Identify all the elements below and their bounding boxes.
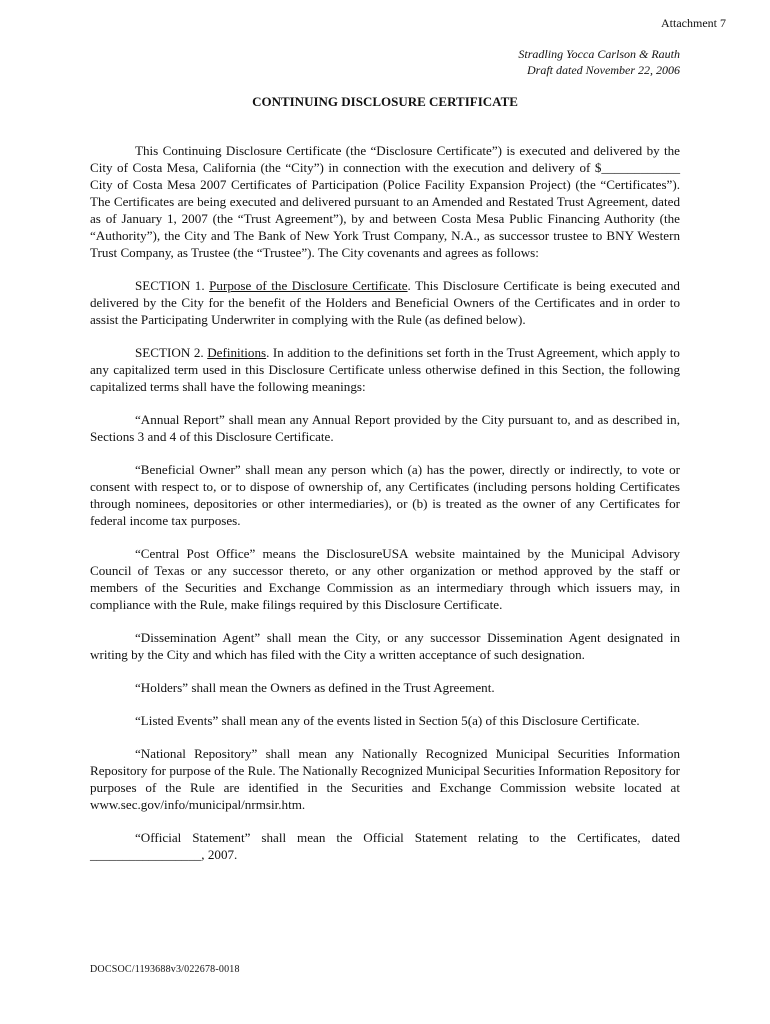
definition-beneficial-owner: “Beneficial Owner” shall mean any person which (a) has the power, directly or indirectly, to vote or consent with respect to, or to dispose of ownership of, any Certificates (including persons holding Certificates through nominees, depositories or other intermediaries), or (b) is treated as the owner of any Certificates for federal income tax purposes. — [90, 462, 680, 528]
definition-holders: “Holders” shall mean the Owners as defined in the Trust Agreement. — [135, 680, 495, 695]
definition-official-statement: “Official Statement” shall mean the Official Statement relating to the Certificates, dated _________________, 2007. — [90, 830, 680, 862]
document-body — [90, 142, 680, 879]
document-footer-id: DOCSOC/1193688v3/022678-0018 — [90, 964, 240, 975]
section-1-label: SECTION 1. — [135, 278, 205, 293]
definition-listed-events: “Listed Events” shall mean any of the events listed in Section 5(a) of this Disclosure Certificate. — [135, 713, 640, 728]
definition-central-post-office: “Central Post Office” means the DisclosureUSA website maintained by the Municipal Advisory Council of Texas or any successor thereto, or any other organization or method approved by the staff or members of the Securities and Exchange Commission as an intermediary through which issuers may, in compliance with the Rule, make filings required by this Disclosure Certificate. — [90, 546, 680, 612]
section-2-paragraph — [90, 344, 680, 395]
firm-name: Stradling Yocca Carlson & Rauth — [518, 47, 680, 61]
draft-date: Draft dated November 22, 2006 — [527, 63, 680, 77]
draft-notice — [518, 46, 680, 78]
definition-annual-report: “Annual Report” shall mean any Annual Report provided by the City pursuant to, and as described in, Sections 3 and 4 of this Disclosure Certificate. — [90, 412, 680, 444]
section-2-heading: Definitions — [207, 345, 267, 360]
section-2-text: . In addition to the definitions set forth in the Trust Agreement, which apply to any capitalized term used in this Disclosure Certificate unless otherwise defined in this Section, the following capitalized terms shall have the following meanings: — [90, 345, 680, 394]
section-1-heading: Purpose of the Disclosure Certificate — [209, 278, 408, 293]
definition-national-repository: “National Repository” shall mean any Nationally Recognized Municipal Securities Information Repository for purpose of the Rule. The Nationally Recognized Municipal Securities Information Repository for purposes of the Rule are identified in the Securities and Exchange Commission website located at www.sec.gov/info/municipal/nrmsir.htm. — [90, 746, 680, 812]
section-1-text: . This Disclosure Certificate is being executed and delivered by the City for the benefit of the Holders and Beneficial Owners of the Certificates and in order to assist the Participating Underwriter in complying with the Rule (as defined below). — [90, 278, 680, 327]
section-1-paragraph — [90, 277, 680, 328]
section-2-label: SECTION 2. — [135, 345, 204, 360]
definition-dissemination-agent: “Dissemination Agent” shall mean the City, or any successor Dissemination Agent designated in writing by the City and which has filed with the City a written acceptance of such designation. — [90, 630, 680, 662]
intro-paragraph: This Continuing Disclosure Certificate (the “Disclosure Certificate”) is executed and delivered by the City of Costa Mesa, California (the “City”) in connection with the execution and delivery of $____________ City of Costa Mesa 2007 Certificates of Participation (Police Facility Expansion Project) (the “Certificates”). The Certificates are being executed and delivered pursuant to an Amended and Restated Trust Agreement, dated as of January 1, 2007 (the “Trust Agreement”), by and between Costa Mesa Public Financing Authority (the “Authority”), the City and The Bank of New York Trust Company, N.A., as successor trustee to BNY Western Trust Company, as Trustee (the “Trustee”). The City covenants and agrees as follows: — [90, 143, 680, 260]
attachment-label: Attachment 7 — [661, 16, 726, 30]
document-title: CONTINUING DISCLOSURE CERTIFICATE — [252, 94, 518, 109]
